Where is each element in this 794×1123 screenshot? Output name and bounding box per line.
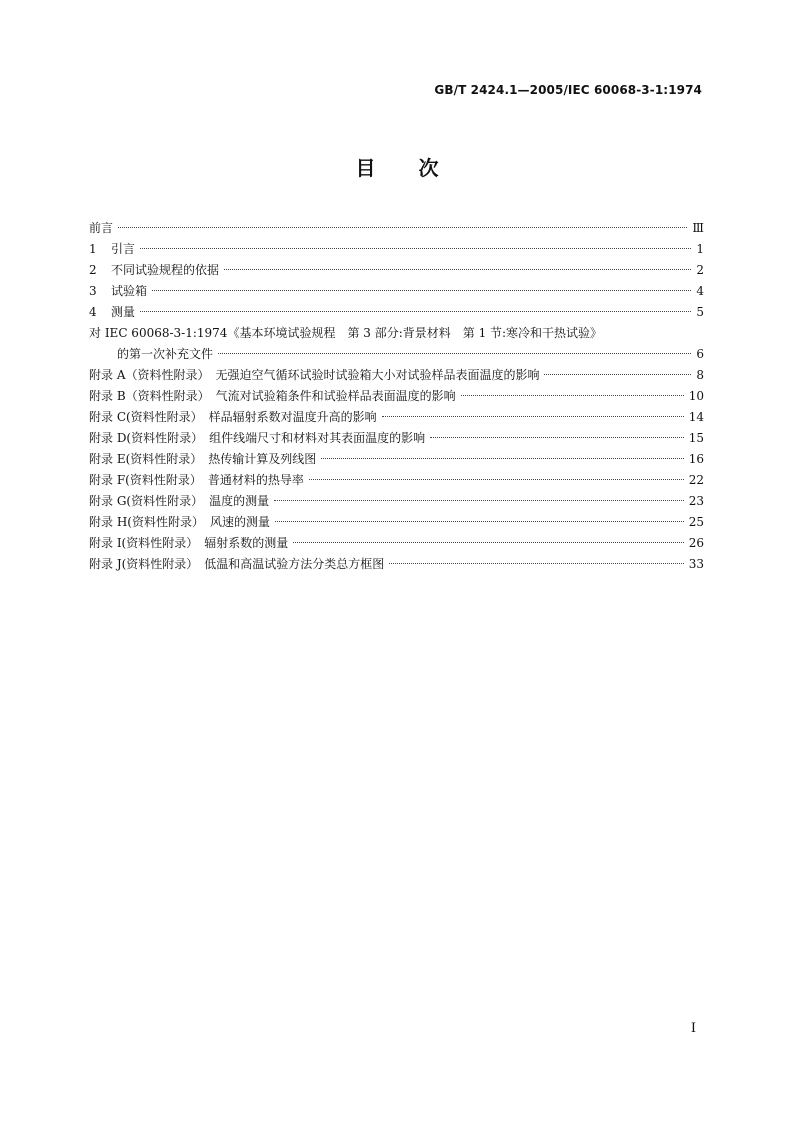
toc-entry-label: 附录 I(资料性附录） 辐射系数的测量: [89, 536, 289, 550]
toc-entry-annex-f[interactable]: [89, 470, 704, 491]
toc-entry-label: 附录 A（资料性附录） 无强迫空气循环试验时试验箱大小对试验样品表面温度的影响: [89, 368, 540, 382]
toc-entry-annex-g[interactable]: [89, 491, 704, 512]
toc-entry-page: 26: [688, 536, 704, 550]
toc-entry-foreword[interactable]: [89, 218, 704, 239]
toc-entry-label: 附录 J(资料性附录） 低温和高温试验方法分类总方框图: [89, 557, 385, 571]
toc-entry-number: 2: [89, 263, 97, 277]
toc-entry-annex-c[interactable]: [89, 407, 704, 428]
toc-entry-page: 33: [688, 557, 704, 571]
toc-entry-annex-i[interactable]: [89, 533, 704, 554]
toc-entry-annex-e[interactable]: [89, 449, 704, 470]
page-title: 目 次: [355, 156, 439, 180]
table-of-contents: [89, 218, 704, 575]
leader-dots: [275, 521, 684, 522]
toc-entry-page: 14: [688, 410, 704, 424]
toc-entry-page: 16: [688, 452, 704, 466]
leader-dots: [430, 437, 684, 438]
leader-dots: [140, 248, 691, 249]
toc-entry-page: 8: [696, 368, 704, 382]
leader-dots: [274, 500, 684, 501]
toc-entry-label: 附录 F(资料性附录） 普通材料的热导率: [89, 473, 304, 487]
toc-entry-label: 附录 E(资料性附录） 热传输计算及列线图: [89, 452, 317, 466]
toc-entry-label: 试验箱: [111, 284, 148, 298]
toc-entry-page: 4: [696, 284, 704, 298]
toc-entry-supplement-line1[interactable]: [89, 323, 704, 344]
toc-entry-label: 附录 B（资料性附录） 气流对试验箱条件和试验样品表面温度的影响: [89, 389, 456, 403]
toc-entry-annex-j[interactable]: [89, 554, 704, 575]
toc-entry-annex-d[interactable]: [89, 428, 704, 449]
toc-entry-page: 1: [696, 242, 704, 256]
toc-entry-label: 对 IEC 60068-3-1:1974《基本环境试验规程 第 3 部分:背景材料 第 1 节:寒冷和干热试验》: [89, 326, 603, 340]
toc-entry-label: 不同试验规程的依据: [111, 263, 220, 277]
toc-entry-4[interactable]: [89, 302, 704, 323]
toc-entry-label: 附录 D(资料性附录） 组件线端尺寸和材料对其表面温度的影响: [89, 431, 426, 445]
leader-dots: [140, 311, 691, 312]
leader-dots: [152, 290, 691, 291]
toc-entry-annex-h[interactable]: [89, 512, 704, 533]
toc-entry-number: 1: [89, 242, 97, 256]
leader-dots: [118, 227, 687, 228]
toc-entry-label: 前言: [89, 221, 114, 235]
toc-entry-label: 测量: [111, 305, 136, 319]
toc-entry-page: 2: [696, 263, 704, 277]
leader-dots: [389, 563, 683, 564]
toc-entry-page: Ⅲ: [692, 221, 704, 235]
leader-dots: [382, 416, 684, 417]
toc-entry-supplement-line2[interactable]: [89, 344, 704, 365]
toc-entry-number: 3: [89, 284, 97, 298]
toc-entry-label: 附录 H(资料性附录） 风速的测量: [89, 515, 270, 529]
leader-dots: [461, 395, 684, 396]
toc-entry-annex-b[interactable]: [89, 386, 704, 407]
leader-dots: [309, 479, 684, 480]
leader-dots: [218, 353, 691, 354]
leader-dots: [224, 269, 691, 270]
toc-entry-label: 附录 C(资料性附录） 样品辐射系数对温度升高的影响: [89, 410, 377, 424]
toc-entry-page: 10: [688, 389, 704, 403]
leader-dots: [544, 374, 691, 375]
toc-entry-1[interactable]: [89, 239, 704, 260]
toc-entry-3[interactable]: [89, 281, 704, 302]
toc-entry-2[interactable]: [89, 260, 704, 281]
toc-entry-page: 23: [688, 494, 704, 508]
toc-entry-page: 5: [696, 305, 704, 319]
page-number: I: [690, 1021, 696, 1036]
toc-entry-page: 25: [688, 515, 704, 529]
toc-entry-label: 附录 G(资料性附录） 温度的测量: [89, 494, 270, 508]
toc-entry-label: 的第一次补充文件: [117, 347, 214, 361]
toc-entry-number: 4: [89, 305, 97, 319]
leader-dots: [321, 458, 683, 459]
standard-number-header: GB/T 2424.1—2005/IEC 60068-3-1:1974: [434, 83, 702, 97]
toc-entry-page: 22: [688, 473, 704, 487]
toc-entry-page: 15: [688, 431, 704, 445]
toc-entry-annex-a[interactable]: [89, 365, 704, 386]
toc-entry-page: 6: [696, 347, 704, 361]
leader-dots: [293, 542, 683, 543]
toc-entry-label: 引言: [111, 242, 136, 256]
